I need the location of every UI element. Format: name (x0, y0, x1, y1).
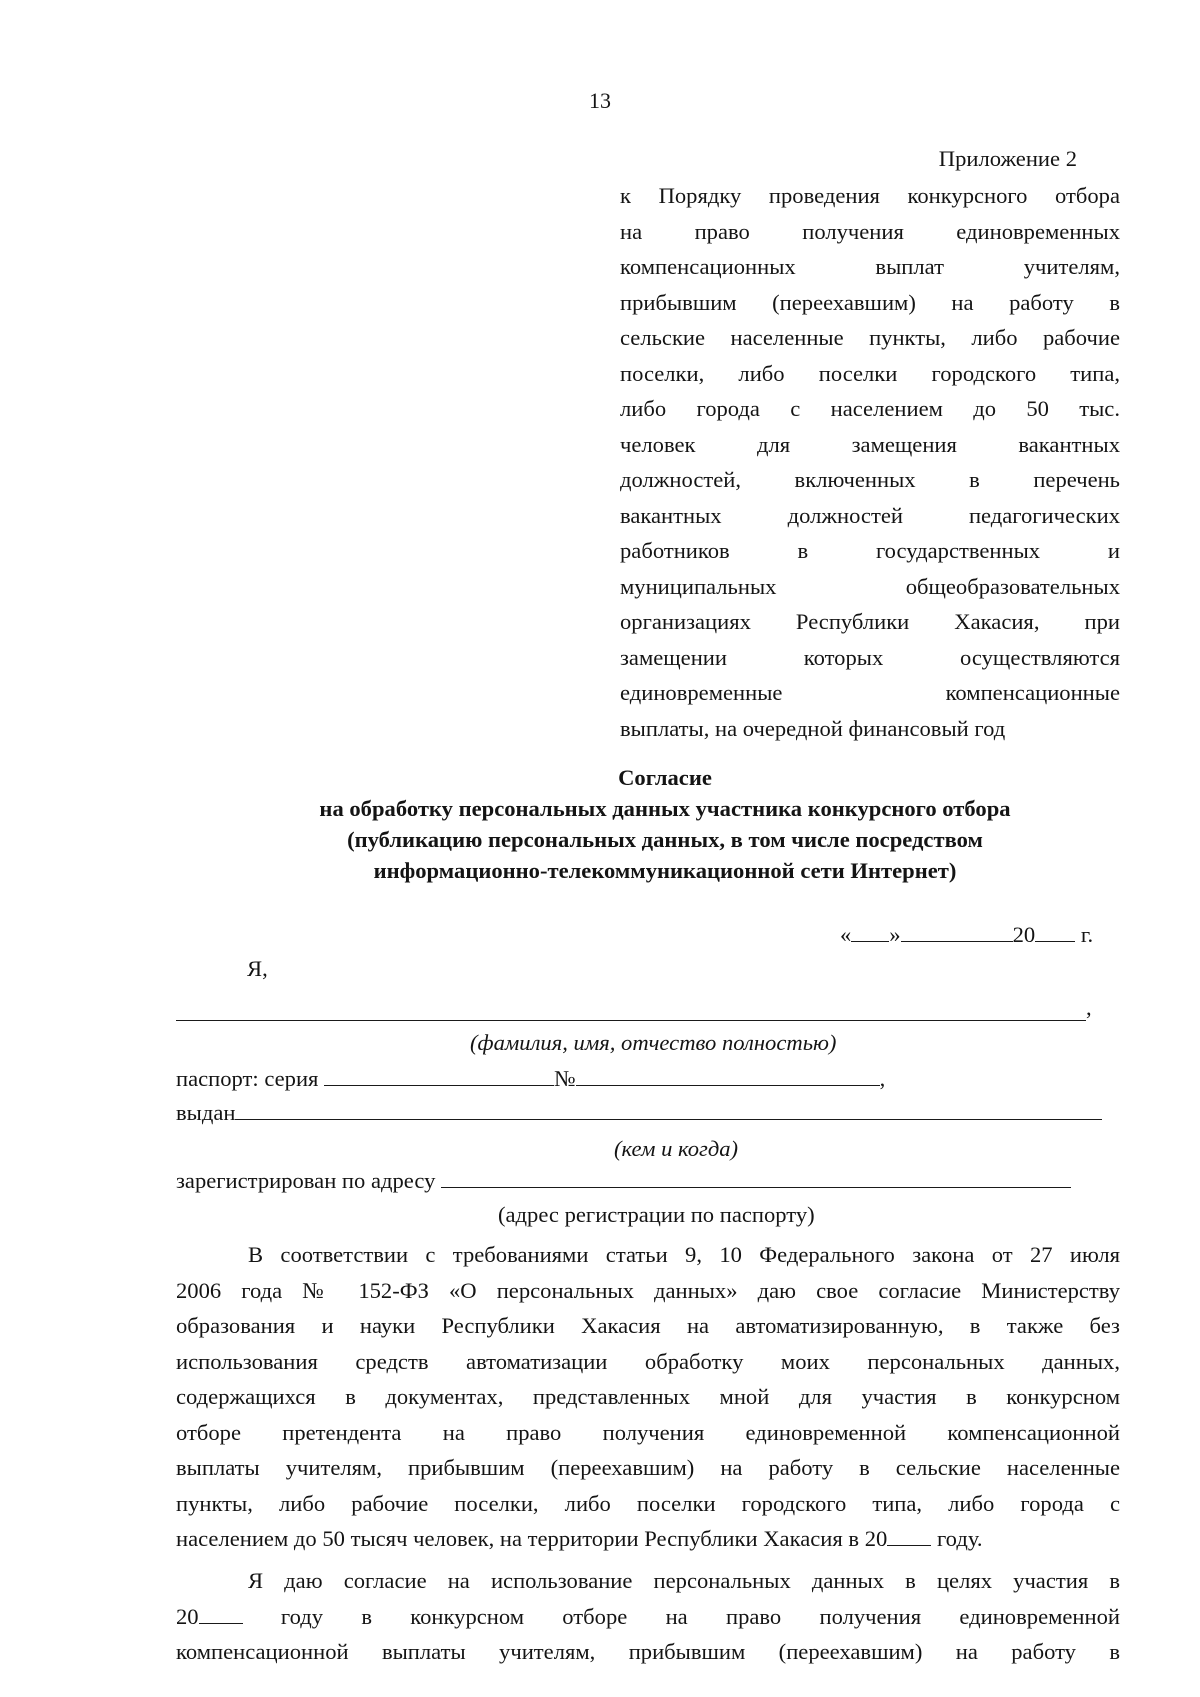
year-prefix-2: 20 (176, 1603, 199, 1629)
year-prefix: 20 (1012, 922, 1036, 947)
appendix-line: на право получения единовременных (620, 218, 1120, 244)
appendix-body (620, 178, 1120, 746)
paragraph-line: содержащихся в документах, представленных мной для участия в конкурсном (176, 1384, 1120, 1409)
appendix-line: единовременные компенсационные (620, 680, 1120, 705)
registered-label: зарегистрирован по адресу (176, 1168, 436, 1193)
appendix-line: вакантных должностей педагогических (620, 502, 1120, 528)
page-number: 13 (589, 88, 611, 113)
appendix-line: работников в государственных и (620, 538, 1120, 563)
consent-heading-block (0, 762, 1200, 886)
appendix-line: организациях Республики Хакасия, при (620, 609, 1120, 634)
paragraph-line: использования средств автоматизации обработку моих персональных данных, (176, 1348, 1120, 1374)
paragraph-line-2-rest: году в конкурсном отборе на право получения единовременной (280, 1603, 1120, 1629)
paragraph-line: компенсационной выплаты учителям, прибывшим (переехавшим) на работу в (176, 1639, 1120, 1664)
address-row (176, 1168, 1071, 1194)
passport-comma: , (879, 1066, 886, 1091)
issued-field[interactable] (235, 1100, 1102, 1120)
appendix-line: сельские населенные пункты, либо рабочие (620, 325, 1120, 350)
appendix-line: прибывшим (переехавшим) на работу в (620, 289, 1120, 315)
paragraph-last-end: году. (936, 1526, 983, 1551)
year-blank[interactable] (1035, 922, 1075, 942)
passport-row (176, 1066, 885, 1092)
day-blank[interactable] (851, 922, 889, 942)
year-field[interactable] (887, 1527, 931, 1546)
full-name-field[interactable] (176, 1020, 1086, 1021)
consent-heading: Согласие (618, 765, 712, 790)
paragraph-line: 2006 года № 152-ФЗ «О персональных данных» даю свое согласие Министерству (176, 1277, 1120, 1303)
address-hint: (адрес регистрации по паспорту) (498, 1202, 815, 1227)
appendix-line: человек для замещения вакантных (620, 431, 1120, 457)
passport-series-label: паспорт: серия (176, 1066, 319, 1091)
issued-row (176, 1100, 1102, 1126)
appendix-line: поселки, либо поселки городского типа, (620, 360, 1120, 386)
appendix-line: к Порядку проведения конкурсного отбора (620, 183, 1120, 208)
ya-label: Я, (247, 956, 268, 981)
paragraph-line: В соответствии с требованиями статьи 9, 10 Федерального закона от 27 июля (248, 1242, 1120, 1267)
passport-series-field[interactable] (324, 1066, 554, 1086)
paragraph-line: Я даю согласие на использование персональных данных в целях участия в (248, 1568, 1120, 1593)
appendix-line: компенсационных выплат учителям, (620, 254, 1120, 279)
appendix-title: Приложение 2 (938, 146, 1077, 171)
date-open-quote: « (840, 922, 852, 947)
month-blank[interactable] (901, 922, 1013, 942)
year-suffix: г. (1080, 922, 1094, 947)
paragraph-line: отборе претендента на право получения единовременной компенсационной (176, 1419, 1120, 1445)
paragraph-line: пункты, либо рабочие поселки, либо поселки городского типа, либо города с (176, 1490, 1120, 1516)
appendix-line: должностей, включенных в перечень (620, 467, 1120, 492)
year-field-2[interactable] (199, 1605, 243, 1624)
paragraph-line-last (176, 1521, 1120, 1557)
paragraph-line (176, 1599, 1120, 1635)
appendix-line: выплаты, на очередной финансовый год (620, 715, 1006, 741)
consent-subheading: (публикацию персональных данных, в том числе посредством (347, 827, 983, 852)
date-line (840, 922, 1093, 948)
appendix-line: замещении которых осуществляются (620, 644, 1120, 670)
appendix-line: либо города с населением до 50 тыс. (620, 396, 1120, 421)
name-comma: , (1086, 995, 1092, 1020)
passport-number-field[interactable] (576, 1066, 880, 1086)
appendix-line: муниципальных общеобразовательных (620, 573, 1120, 599)
paragraph-line: образования и науки Республики Хакасия на автоматизированную, в также без (176, 1313, 1120, 1338)
consent-paragraph (176, 1237, 1120, 1557)
name-hint: (фамилия, имя, отчество полностью) (470, 1030, 837, 1055)
consent-subheading: информационно-телекоммуникационной сети Интернет) (373, 858, 957, 883)
paragraph-last-start: населением до 50 тысяч человек, на территории Республики Хакасия в 20 (176, 1526, 888, 1551)
paragraph-line: выплаты учителям, прибывшим (переехавшим) на работу в сельские населенные (176, 1455, 1120, 1480)
date-close-quote: » (889, 922, 901, 947)
issued-hint: (кем и когда) (614, 1136, 739, 1161)
consent-subheading: на обработку персональных данных участника конкурсного отбора (319, 796, 1011, 821)
consent-paragraph-2 (176, 1563, 1120, 1670)
passport-number-label: № (554, 1066, 576, 1091)
address-field[interactable] (441, 1168, 1071, 1188)
issued-label: выдан (176, 1100, 236, 1125)
